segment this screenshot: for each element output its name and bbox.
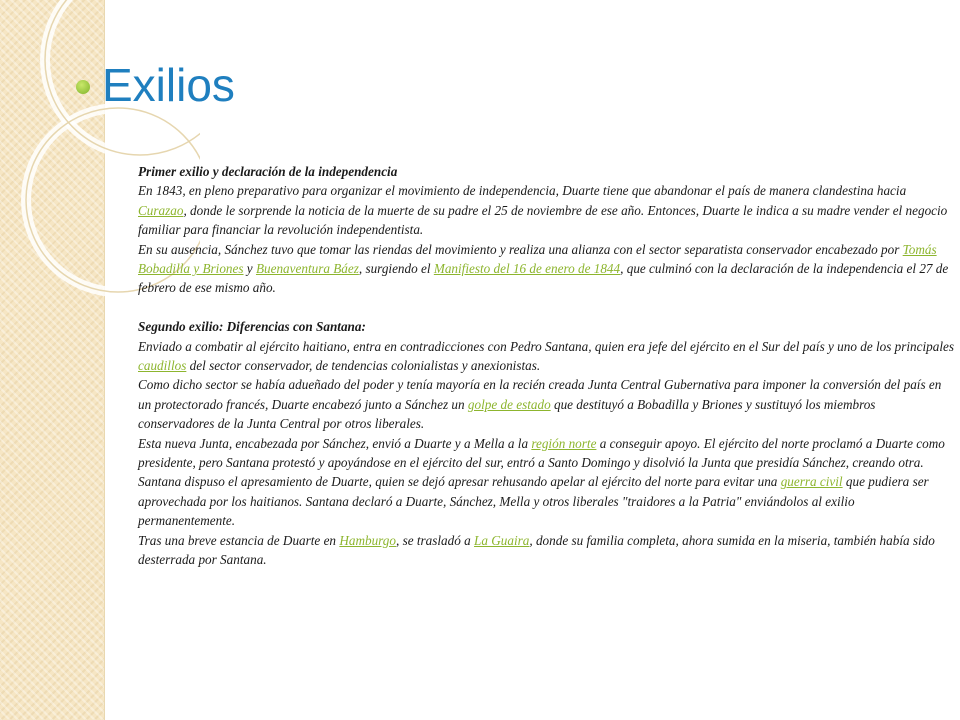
text-link[interactable]: La Guaira bbox=[474, 532, 530, 548]
slide-title: Exilios bbox=[102, 59, 235, 111]
text-link[interactable]: Curazao bbox=[138, 202, 184, 218]
text-run: , se trasladó a bbox=[396, 532, 475, 548]
text-link[interactable]: Tomás Bobadilla y Briones bbox=[138, 241, 937, 277]
section2-paragraph-5 bbox=[138, 531, 954, 570]
section-spacer bbox=[138, 298, 954, 317]
bullet-icon bbox=[76, 80, 90, 94]
section2-paragraph-4 bbox=[138, 472, 954, 530]
text-run: Tras una breve estancia de Duarte en bbox=[138, 532, 340, 548]
text-run: , que culminó con la declaración de la independencia el 27 de febrero de ese mismo año. bbox=[138, 261, 949, 296]
slide-title-row bbox=[76, 59, 235, 111]
section2-heading: Segundo exilio: Diferencias con Santana: bbox=[138, 319, 366, 335]
text-link[interactable]: guerra civil bbox=[780, 474, 843, 490]
text-run: En 1843, en pleno preparativo para organizar el movimiento de independencia, Duarte tiene que abandonar el país de manera clandestina hacia bbox=[138, 183, 907, 199]
text-run: Enviado a combatir al ejército haitiano, entra en contradicciones con Pedro Santana, quien era jefe del ejército en el Sur del país y uno de los principales bbox=[138, 338, 954, 354]
text-run: y bbox=[243, 261, 256, 277]
text-run: , donde su familia completa, ahora sumida en la miseria, también había sido desterrada por Santana. bbox=[138, 532, 935, 568]
section2-paragraph-3 bbox=[138, 434, 954, 473]
text-run: Santana dispuso el apresamiento de Duarte, quien se dejó apresar rehusando apelar al ejército del norte para evitar una bbox=[138, 474, 781, 490]
slide-body bbox=[138, 162, 954, 570]
section2-paragraph-1 bbox=[138, 337, 954, 376]
text-link[interactable]: golpe de estado bbox=[467, 396, 551, 412]
text-link[interactable]: Manifiesto del 16 de enero de 1844 bbox=[433, 261, 621, 277]
text-link[interactable]: Buenaventura Báez bbox=[255, 261, 359, 277]
text-link[interactable]: Hamburgo bbox=[339, 532, 396, 548]
text-run: del sector conservador, de tendencias colonialistas y anexionistas. bbox=[186, 358, 541, 374]
text-run: En su ausencia, Sánchez tuvo que tomar las riendas del movimiento y realiza una alianza con el sector separatista conservador encabezado por bbox=[138, 241, 903, 257]
text-run: que destituyó a Bobadilla y Briones y sustituyó los miembros conservadores de la Junta Central por otros liberales. bbox=[138, 396, 876, 432]
text-run: que pudiera ser aprovechada por los haitianos. Santana declaró a Duarte, Sánchez, Mella y otros liberales "traidores a la Patria" enviándolos al exilio permanentemente. bbox=[138, 474, 929, 529]
text-link[interactable]: región norte bbox=[531, 435, 597, 451]
text-link[interactable]: caudillos bbox=[138, 358, 187, 374]
text-run: Esta nueva Junta, encabezada por Sánchez, envió a Duarte y a Mella a la bbox=[138, 435, 532, 451]
text-run: Como dicho sector se había adueñado del poder y tenía mayoría en la recién creada Junta Central Gubernativa para imponer la conversión del país en un protectorado francés, Duarte encabezó junto a Sánchez un bbox=[138, 377, 942, 412]
section2-paragraph-2 bbox=[138, 375, 954, 433]
text-run: , donde le sorprende la noticia de la muerte de su padre el 25 de noviembre de ese año. Entonces, Duarte le indica a su madre vender el negocio familiar para financiar la revolución independentista. bbox=[138, 202, 948, 238]
text-run: , surgiendo el bbox=[358, 261, 434, 277]
section1-paragraph-2 bbox=[138, 240, 954, 298]
text-run: a conseguir apoyo. El ejército del norte proclamó a Duarte como presidente, pero Santana protestó y apoyándose en el ejército del sur, entró a Santo Domingo y disolvió la Junta que presidía Sánchez, creando otra. bbox=[138, 435, 945, 471]
section1-paragraph-1 bbox=[138, 181, 954, 239]
section1-heading: Primer exilio y declaración de la independencia bbox=[138, 164, 398, 179]
